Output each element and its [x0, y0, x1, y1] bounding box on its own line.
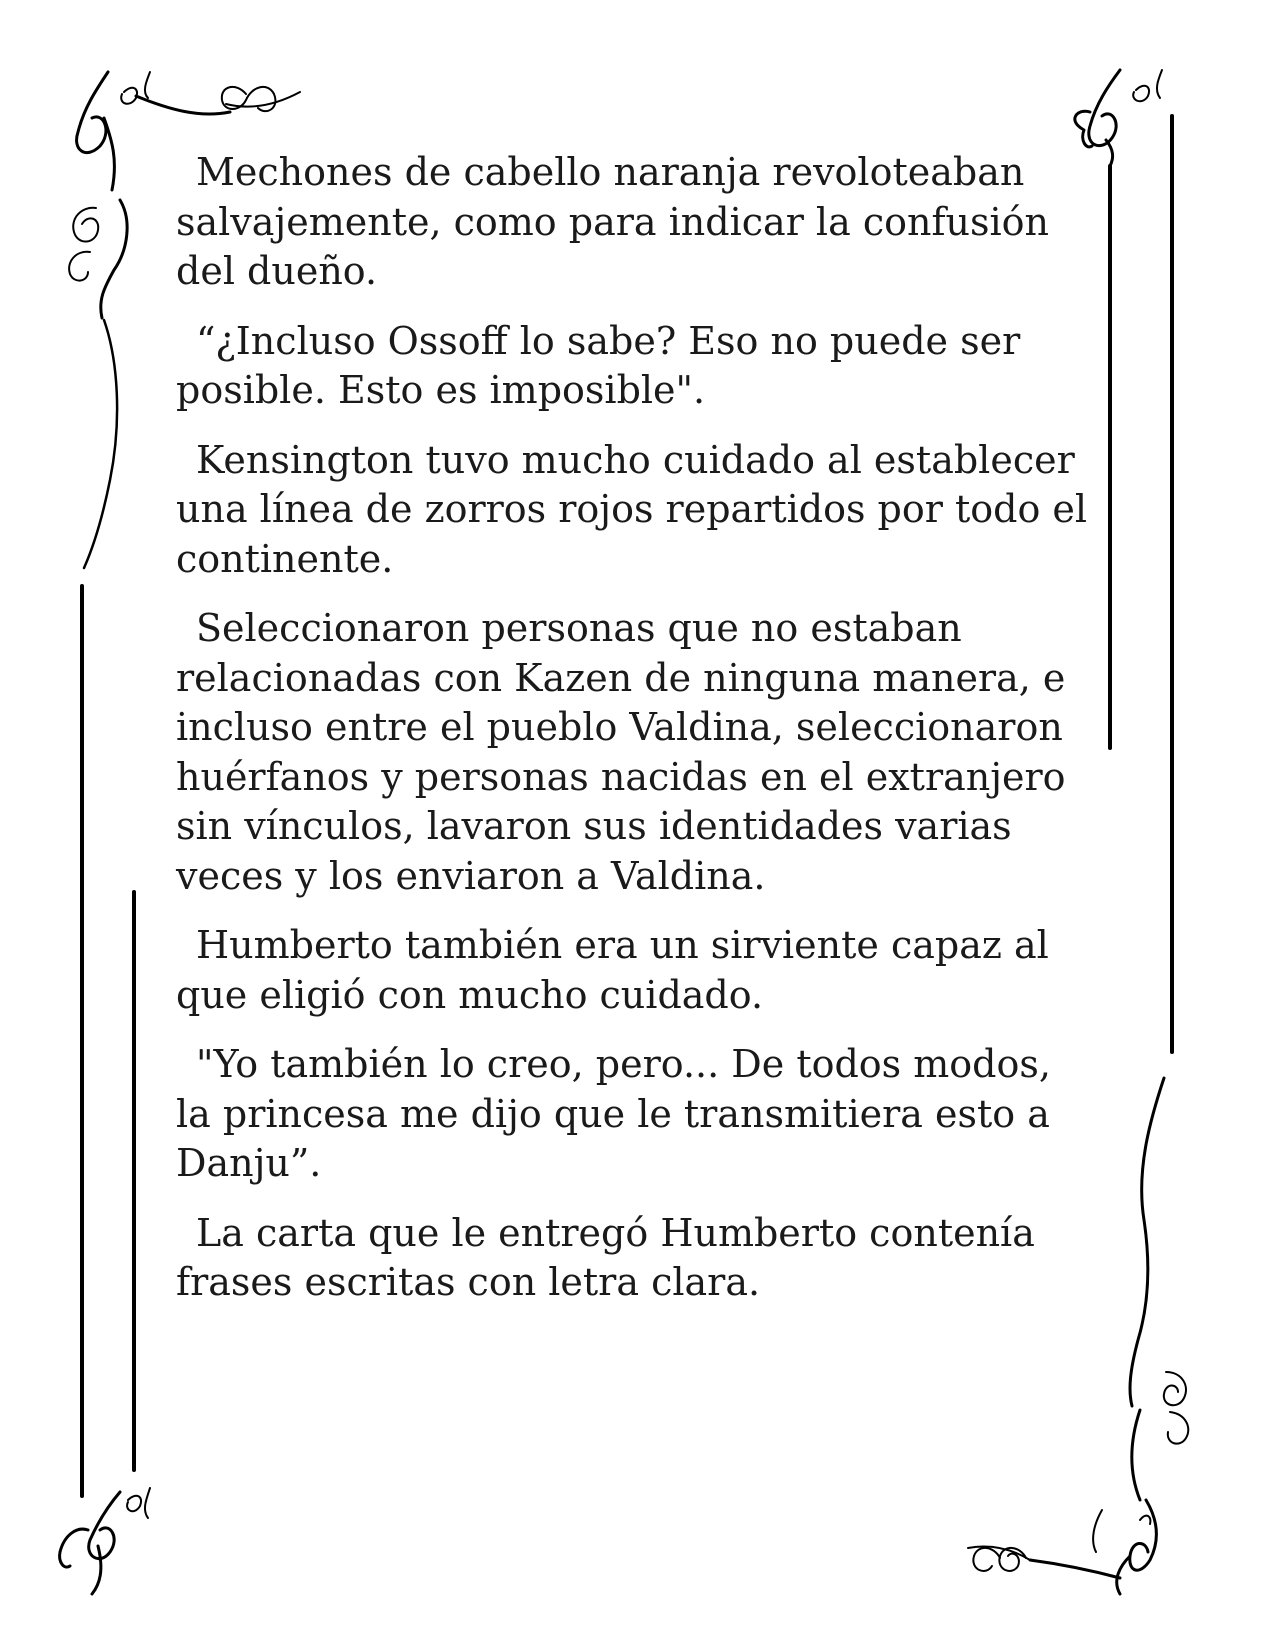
paragraph-7: La carta que le entregó Humberto contenía frases escritas con letra clara.: [176, 1210, 1035, 1304]
body-text: [176, 148, 1096, 1328]
paragraph-5: Humberto también era un sirviente capaz al que eligió con mucho cuidado.: [176, 923, 1049, 1017]
paragraph-2: “¿Incluso Ossoff lo sabe? Eso no puede ser posible. Esto es imposible".: [176, 318, 1021, 412]
paragraph-4: Seleccionaron personas que no estaban relacionadas con Kazen de ninguna manera, e incluso entre el pueblo Valdina, seleccionaron huérfanos y personas nacidas en el extranjero sin vínculos, lavaron sus identidades varias veces y los enviaron a Valdina.: [176, 606, 1066, 898]
paragraph-6: "Yo también lo creo, pero... De todos modos, la princesa me dijo que le transmitiera esto a Danju”.: [176, 1042, 1051, 1185]
flourish-bottom-left: [60, 1488, 150, 1594]
paragraph-3: Kensington tuvo mucho cuidado al establecer una línea de zorros rojos repartidos por todo el continente.: [176, 437, 1088, 581]
paragraph-1: Mechones de cabello naranja revoloteaban salvajemente, como para indicar la confusión del dueño.: [176, 150, 1049, 293]
